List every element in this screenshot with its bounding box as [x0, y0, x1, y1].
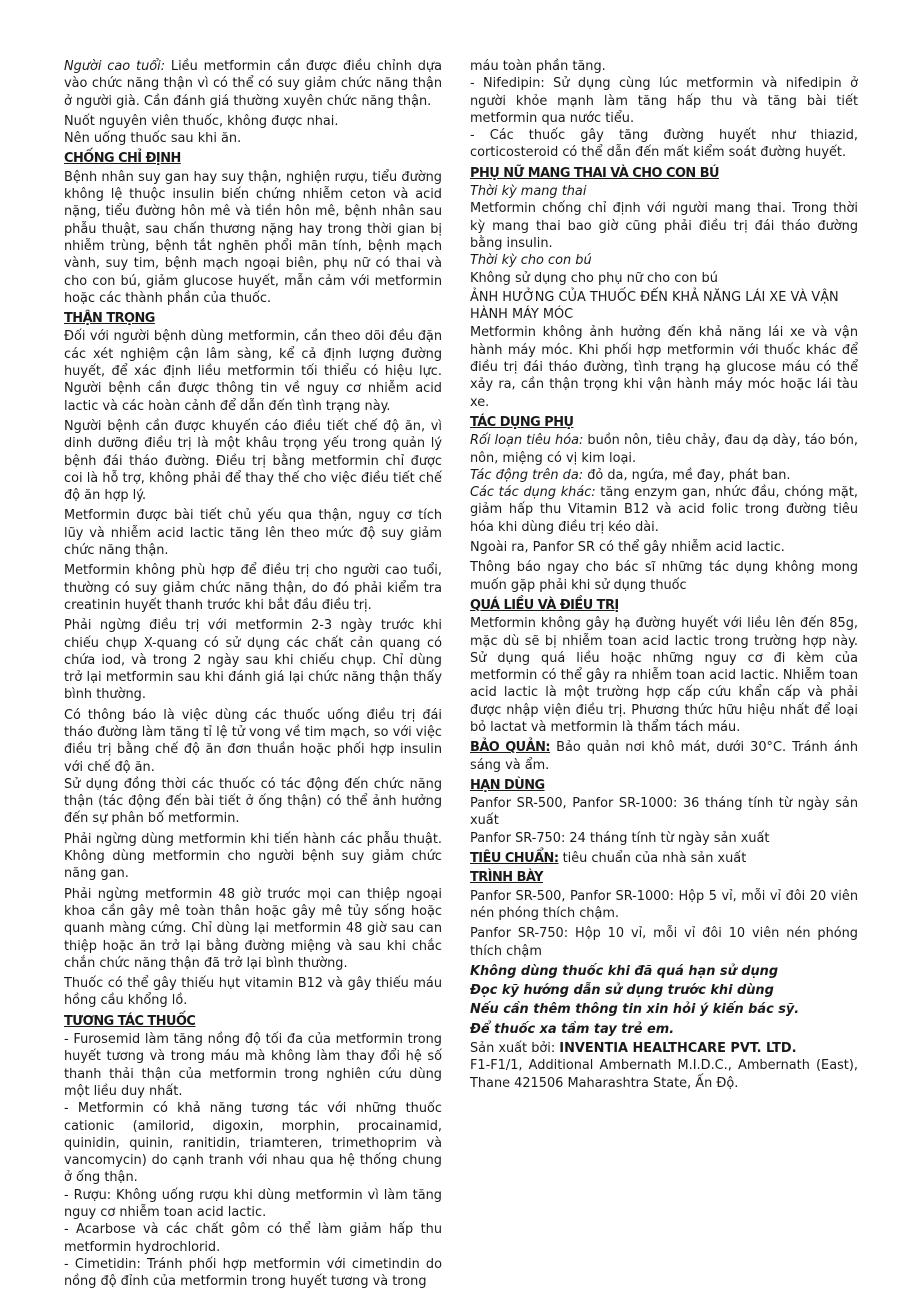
- right-column: [470, 58, 858, 1092]
- manufacturer-address: F1-F1/1, Additional Ambernath M.I.D.C., Ambernath (East), Thane 421506 Maharashtra State, Ấn Độ.: [470, 1058, 858, 1091]
- precaution-paragraph: Phải ngừng metformin 48 giờ trước mọi can thiệp ngoại khoa cần gây mê toàn thân hoặc gây mê tủy sống hoặc quanh màng cứng. Chỉ dùng lại metformin 48 giờ sau can thiệp hoặc ăn trở lại bằng đường miệng và sau khi chắc chắn chức năng thận đã trở lại bình thường.: [64, 886, 442, 971]
- elderly-text: Liều metformin cần được điều chỉnh dựa vào chức năng thận vì có thể có suy giảm chức năng thận ở người già. Cần đánh giá thường xuyên chức năng thận.: [64, 59, 442, 109]
- manufacturer-line: [470, 1040, 858, 1057]
- elderly-lead: Người cao tuổi:: [64, 59, 166, 74]
- interaction-item: - Metformin có khả năng tương tác với những thuốc cationic (amilorid, digoxin, morphin, procainamid, quinidin, quinin, ranitidin, triamteren, trimethoprim và vancomycin) do cạnh tranh với nhau qua hệ thống chung ở ống thận.: [64, 1101, 442, 1186]
- precaution-paragraph: Có thông báo là việc dùng các thuốc uống điều trị đái tháo đường làm tăng tỉ lệ tử vong về tim mạch, so với việc điều trị bằng chế độ ăn đơn thuần hoặc phối hợp insulin với chế độ ăn.: [64, 707, 442, 775]
- contraindications-text: Bệnh nhân suy gan hay suy thận, nghiện rượu, tiểu đường không lệ thuộc insulin biến chứng nhiễm ceton và acid nặng, tiểu đường hôn mê và tiền hôn mê, bệnh nhân sau phẫu thuật, sau chấn thương nặng hay trong thời gian bị nhiễm trùng, bệnh tắt nghẽn phổi mãn tính, bệnh mạch vành, suy tim, bệnh mạch ngoại biên, phụ nữ có thai và cho con bú, giảm glucose huyết, mẫn cảm với metformin hoặc các thành phần của thuốc.: [64, 169, 442, 306]
- lactation-text: Không sử dụng cho phụ nữ cho con bú: [470, 270, 718, 286]
- precaution-paragraph: Đối với người bệnh dùng metformin, cần theo dõi đều đặn các xét nghiệm cận lâm sàng, kể cả định lượng đường huyết, để xác định liều metformin tối thiểu có hiệu lực. Người bệnh cần được thông tin về nguy cơ nhiễm acid lactic và các hoàn cảnh để dẫn đến tình trạng này.: [64, 329, 442, 414]
- interaction-item: - Nifedipin: Sử dụng cùng lúc metformin và nifedipin ở người khỏe mạnh làm tăng hấp thu và tăng bài tiết metformin qua nước tiểu.: [470, 76, 858, 126]
- storage-text: Bảo quản nơi khô mát, dưới 30°C. Tránh ánh sáng và ẩm.: [470, 740, 858, 773]
- side-effect-lead: Các tác dụng khác:: [470, 485, 596, 501]
- side-effect-text: buồn nôn, tiêu chảy, đau dạ dày, táo bón, nôn, miệng có vị kim loại.: [470, 433, 858, 466]
- swallow-note: Nuốt nguyên viên thuốc, không được nhai.: [64, 113, 339, 129]
- precautions-heading: THẬN TRỌNG: [64, 311, 155, 327]
- presentation-line: Panfor SR-750: Hộp 10 vỉ, mỗi vỉ đôi 10 viên nén phóng thích chậm: [470, 926, 858, 959]
- pregnancy-subheading: Thời kỳ mang thai: [470, 184, 587, 200]
- precaution-paragraph: Sử dụng đồng thời các thuốc có tác động đến chức năng thận (tác động đến bài tiết ở ống thận) có thể ảnh hưởng đến sự phân bố metformin.: [64, 776, 442, 827]
- manufacturer-lead: Sản xuất bởi:: [470, 1041, 560, 1057]
- warning-line: Để thuốc xa tầm tay trẻ em.: [470, 1021, 675, 1037]
- standard-text: tiêu chuẩn của nhà sản xuất: [558, 851, 747, 867]
- interaction-item: - Cimetidin: Tránh phối hợp metformin với cimetindin do nồng độ đỉnh của metformin trong huyết tương và trong: [64, 1256, 442, 1290]
- expiry-line: Panfor SR-750: 24 tháng tính từ ngày sản xuất: [470, 830, 770, 846]
- lactic-acid-note: Ngoài ra, Panfor SR có thể gây nhiễm acid lactic.: [470, 540, 785, 556]
- expiry-line: Panfor SR-500, Panfor SR-1000: 36 tháng tính từ ngày sản xuất: [470, 796, 858, 829]
- precaution-paragraph: Phải ngừng điều trị với metformin 2-3 ngày trước khi chiếu chụp X-quang có sử dụng các chất cản quang có chứa iod, và trong 2 ngày sau khi chiếu chụp. Chỉ dùng trở lại metformin sau khi đánh giá lại chức năng thận thấy bình thường.: [64, 618, 442, 703]
- contraindications-heading: CHỐNG CHỈ ĐỊNH: [64, 151, 181, 167]
- interactions-heading: TƯƠNG TÁC THUỐC: [64, 1013, 196, 1029]
- precaution-paragraph: Phải ngừng dùng metformin khi tiến hành các phẫu thuật. Không dùng metformin cho người bệnh suy giảm chức năng gan.: [64, 831, 442, 882]
- storage-heading: BẢO QUẢN:: [470, 740, 551, 756]
- presentation-heading: TRÌNH BÀY: [470, 870, 543, 886]
- side-effect-text: tăng enzym gan, nhức đầu, chóng mặt, giảm hấp thu Vitamin B12 và acid folic trong đường tiêu hóa khi dùng điều trị kéo dài.: [470, 485, 858, 535]
- precaution-paragraph: Metformin không phù hợp để điều trị cho người cao tuổi, thường có suy giảm chức năng thận, do đó phải kiểm tra creatinin huyết thanh trước khi bắt đầu điều trị.: [64, 563, 442, 613]
- side-effect-lead: Tác động trên da:: [470, 467, 584, 483]
- side-effect-text: đỏ da, ngứa, mề đay, phát ban.: [583, 467, 791, 483]
- warning-line: Đọc kỹ hướng dẫn sử dụng trước khi dùng: [470, 983, 774, 999]
- warning-line: Không dùng thuốc khi đã quá hạn sử dụng: [470, 963, 779, 979]
- driving-heading: ẢNH HƯỞNG CỦA THUỐC ĐẾN KHẢ NĂNG LÁI XE VÀ VẬN HÀNH MÁY MÓC: [470, 289, 839, 323]
- storage-paragraph: [470, 739, 858, 774]
- driving-text: Metformin không ảnh hưởng đến khả năng lái xe và vận hành máy móc. Khi phối hợp metformin với thuốc khác để điều trị đái tháo đường, tình trạng hạ glucose máu có thể xảy ra, cần thận trọng khi vận hành máy móc hoặc lái tàu xe.: [470, 325, 858, 410]
- elderly-paragraph: [64, 58, 442, 110]
- side-effect-lead: Rối loạn tiêu hóa:: [470, 433, 584, 449]
- precaution-paragraph: Người bệnh cần được khuyến cáo điều tiết chế độ ăn, vì dinh dưỡng điều trị là một khâu trọng yếu trong quản lý bệnh đái tháo đường. Điều trị bằng metformin chỉ được coi là hỗ trợ, không phải để thay thế cho việc điều tiết chế độ ăn hợp lý.: [64, 418, 442, 504]
- manufacturer-name: INVENTIA HEALTHCARE PVT. LTD.: [559, 1041, 797, 1057]
- overdose-text: Metformin không gây hạ đường huyết với liều lên đến 85g, mặc dù sẽ bị nhiễm toan acid lactic trong trường hợp này. Sử dụng quá liều hoặc những nguy cơ đi kèm của metformin có thể gây ra nhiễm toan acid lactic. Nhiễm toan acid lactic là một trường hợp cấp cứu khẩn cấp và phải được nhập viện điều trị. Phương thức hữu hiệu nhất để loại bỏ lactat và metformin là thẩm tách máu.: [470, 616, 858, 735]
- pregnancy-heading: PHỤ NỮ MANG THAI VÀ CHO CON BÚ: [470, 165, 719, 181]
- interaction-item: - Các thuốc gây tăng đường huyết như thiazid, corticosteroid có thể dẫn đến mất kiểm soát đường huyết.: [470, 128, 858, 161]
- after-meal-note: Nên uống thuốc sau khi ăn.: [64, 131, 242, 147]
- presentation-line: Panfor SR-500, Panfor SR-1000: Hộp 5 vỉ, mỗi vỉ đôi 20 viên nén phóng thích chậm.: [470, 888, 858, 921]
- side-effect-digestive: [470, 432, 858, 467]
- side-effect-other: [470, 484, 858, 536]
- left-column: [64, 58, 442, 1290]
- standard-heading: TIÊU CHUẨN:: [470, 851, 559, 867]
- pregnancy-text: Metformin chống chỉ định với người mang thai. Trong thời kỳ mang thai bao giờ cũng phải điều trị đái tháo đường bằng insulin.: [470, 201, 858, 251]
- precaution-paragraph: Thuốc có thể gây thiếu hụt vitamin B12 và gây thiếu máu hồng cầu khổng lồ.: [64, 976, 442, 1009]
- interaction-item: - Rượu: Không uống rượu khi dùng metformin vì làm tăng nguy cơ nhiễm toan acid lactic.: [64, 1187, 442, 1220]
- interaction-item: - Acarbose và các chất gôm có thể làm giảm hấp thu metformin hydrochlorid.: [64, 1222, 442, 1255]
- expiry-heading: HẠN DÙNG: [470, 777, 545, 793]
- standard-paragraph: [470, 850, 858, 867]
- overdose-heading: QUÁ LIỀU VÀ ĐIỀU TRỊ: [470, 597, 619, 613]
- side-effect-skin: [470, 467, 858, 484]
- interaction-continued: máu toàn phần tăng.: [470, 59, 606, 74]
- precaution-paragraph: Metformin được bài tiết chủ yếu qua thận, nguy cơ tích lũy và nhiễm acid lactic tăng lên theo mức độ suy giảm chức năng thận.: [64, 508, 442, 559]
- lactation-subheading: Thời kỳ cho con bú: [470, 253, 592, 269]
- warning-line: Nếu cần thêm thông tin xin hỏi ý kiến bác sỹ.: [470, 1002, 800, 1018]
- side-effects-heading: TÁC DỤNG PHỤ: [470, 414, 574, 430]
- report-note: Thông báo ngay cho bác sĩ những tác dụng không mong muốn gặp phải khi sử dụng thuốc: [470, 560, 858, 593]
- interaction-item: - Furosemid làm tăng nồng độ tối đa của metformin trong huyết tương và trong máu mà không làm thay đổi hệ số thanh thải thận của metformin trong nghiên cứu dùng một liều duy nhất.: [64, 1032, 442, 1099]
